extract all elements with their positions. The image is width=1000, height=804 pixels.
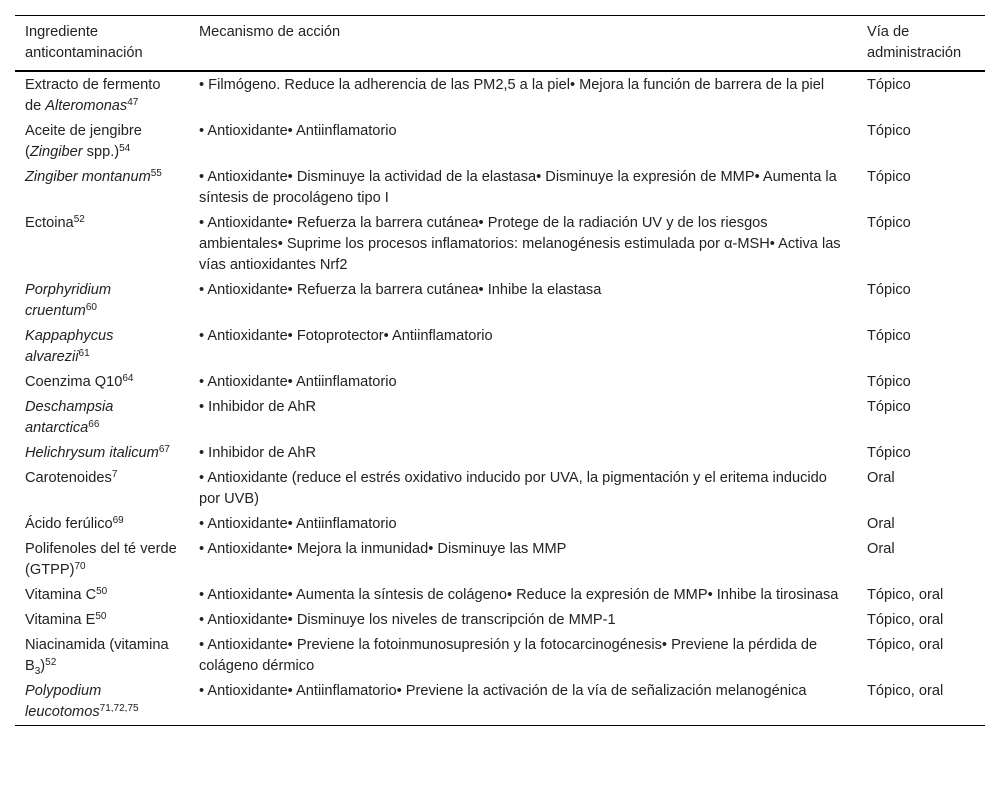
table-row: [15, 395, 985, 441]
reference-superscript: 60: [85, 302, 97, 313]
ingredient-text: Coenzima Q10: [25, 374, 123, 390]
cell-ingredient: [15, 165, 189, 211]
cell-route: Tópico, oral: [867, 587, 944, 603]
cell-route: Tópico: [867, 77, 911, 93]
table-row: [15, 278, 985, 324]
ingredient-text: Polypodium leucotomos: [25, 683, 102, 720]
cell-ingredient: [15, 441, 189, 466]
cell-ingredient: [15, 537, 189, 583]
cell-route: Tópico, oral: [867, 637, 944, 653]
reference-superscript: 66: [88, 419, 100, 430]
ingredient-text: Polifenoles del té verde (GTPP): [25, 541, 177, 578]
reference-superscript: 70: [74, 561, 86, 572]
cell-route: Tópico: [867, 328, 911, 344]
ingredient-text: Vitamina E: [25, 612, 96, 628]
reference-superscript: 71,72,75: [99, 703, 139, 714]
header-mechanism: Mecanismo de acción: [199, 24, 341, 40]
reference-superscript: 47: [127, 97, 139, 108]
header-route: Vía de administración: [867, 24, 962, 61]
reference-superscript: 52: [45, 657, 57, 668]
reference-superscript: 50: [95, 611, 107, 622]
ingredient-text: Helichrysum italicum: [25, 445, 159, 461]
cell-route: Tópico: [867, 123, 911, 139]
cell-mechanism: • Antioxidante• Fotoprotector• Antiinflamatorio: [199, 328, 493, 344]
subscript: 3: [34, 666, 41, 677]
ingredient-text: Porphyridium cruentum: [25, 282, 111, 319]
ingredient-text: Ectoina: [25, 215, 74, 231]
cell-ingredient: [15, 71, 189, 119]
cell-mechanism: • Antioxidante• Mejora la inmunidad• Disminuye las MMP: [199, 541, 567, 557]
ingredient-text: Vitamina C: [25, 587, 97, 603]
table-body: [15, 71, 985, 726]
cell-mechanism: • Antioxidante• Antiinflamatorio: [199, 516, 397, 532]
cell-mechanism: • Antioxidante• Antiinflamatorio• Previene la activación de la vía de señalización melanogénica: [199, 683, 807, 699]
cell-mechanism: • Antioxidante• Antiinflamatorio: [199, 123, 397, 139]
cell-ingredient: [15, 395, 189, 441]
cell-mechanism: • Filmógeno. Reduce la adherencia de las PM2,5 a la piel• Mejora la función de barrera de la piel: [199, 77, 825, 93]
cell-ingredient: [15, 583, 189, 608]
reference-superscript: 61: [78, 348, 90, 359]
reference-superscript: 55: [150, 168, 162, 179]
cell-ingredient: [15, 633, 189, 679]
reference-superscript: 7: [111, 469, 118, 480]
cell-ingredient: [15, 512, 189, 537]
table-row: [15, 583, 985, 608]
table-row: [15, 679, 985, 726]
ingredient-text: Ácido ferúlico: [25, 516, 113, 532]
cell-mechanism: • Antioxidante• Disminuye la actividad de la elastasa• Disminuye la expresión de MMP• Aumenta la síntesis de procolágeno tipo I: [199, 169, 837, 206]
reference-superscript: 50: [96, 586, 108, 597]
cell-ingredient: [15, 679, 189, 726]
table-row: [15, 633, 985, 679]
cell-mechanism: • Inhibidor de AhR: [199, 399, 317, 415]
ingredient-text: Kappaphycus alvarezii: [25, 328, 114, 365]
ingredient-text: Carotenoides: [25, 470, 112, 486]
cell-mechanism: • Antioxidante• Refuerza la barrera cutánea• Protege de la radiación UV y de los riesgos ambientales• Suprime los procesos inflamatorios: melanogénesis estimulada por α-MSH• Activa las vías antioxidantes Nrf2: [199, 215, 841, 273]
reference-superscript: 69: [112, 515, 124, 526]
cell-route: Tópico: [867, 282, 911, 298]
reference-superscript: 64: [122, 373, 134, 384]
ingredient-text: Niacinamida (vitamina B: [25, 637, 169, 674]
cell-ingredient: [15, 119, 189, 165]
ingredient-text: ): [40, 658, 46, 674]
ingredient-text: Aceite de jengibre (: [25, 123, 142, 160]
header-ingredient: Ingrediente anticontaminación: [25, 24, 143, 61]
cell-mechanism: • Antioxidante• Aumenta la síntesis de colágeno• Reduce la expresión de MMP• Inhibe la tirosinasa: [199, 587, 839, 603]
table-header-row: [15, 16, 985, 72]
cell-route: Tópico: [867, 399, 911, 415]
table-row: [15, 370, 985, 395]
cell-route: Tópico, oral: [867, 683, 944, 699]
ingredient-text: Deschampsia antarctica: [25, 399, 114, 436]
table-row: [15, 512, 985, 537]
cell-route: Tópico: [867, 374, 911, 390]
cell-route: Tópico: [867, 169, 911, 185]
table-row: [15, 119, 985, 165]
cell-mechanism: • Antioxidante• Antiinflamatorio: [199, 374, 397, 390]
table-row: [15, 608, 985, 633]
cell-mechanism: • Antioxidante• Refuerza la barrera cutánea• Inhibe la elastasa: [199, 282, 602, 298]
table-row: [15, 537, 985, 583]
cell-mechanism: • Inhibidor de AhR: [199, 445, 317, 461]
ingredient-text: Alteromonas: [45, 98, 128, 114]
table-row: [15, 165, 985, 211]
ingredient-text: spp.): [82, 144, 120, 160]
cell-route: Oral: [867, 516, 895, 532]
table-row: [15, 211, 985, 278]
cell-ingredient: [15, 466, 189, 512]
ingredient-text: Extracto de fermento de: [25, 77, 161, 114]
table-row: [15, 466, 985, 512]
cell-mechanism: • Antioxidante• Disminuye los niveles de transcripción de MMP-1: [199, 612, 616, 628]
cell-ingredient: [15, 608, 189, 633]
reference-superscript: 52: [73, 214, 85, 225]
ingredient-text: Zingiber: [29, 144, 83, 160]
cell-route: Oral: [867, 470, 895, 486]
cell-route: Tópico, oral: [867, 612, 944, 628]
table-row: [15, 71, 985, 119]
cell-ingredient: [15, 324, 189, 370]
ingredients-table: [15, 15, 985, 726]
cell-route: Oral: [867, 541, 895, 557]
table-row: [15, 441, 985, 466]
cell-mechanism: • Antioxidante (reduce el estrés oxidativo inducido por UVA, la pigmentación y el eritema inducido por UVB): [199, 470, 827, 507]
cell-ingredient: [15, 278, 189, 324]
cell-mechanism: • Antioxidante• Previene la fotoinmunosupresión y la fotocarcinogénesis• Previene la pérdida de colágeno dérmico: [199, 637, 818, 674]
table-row: [15, 324, 985, 370]
ingredient-text: Zingiber montanum: [25, 169, 151, 185]
cell-route: Tópico: [867, 215, 911, 231]
cell-route: Tópico: [867, 445, 911, 461]
cell-ingredient: [15, 370, 189, 395]
cell-ingredient: [15, 211, 189, 278]
reference-superscript: 54: [119, 143, 131, 154]
reference-superscript: 67: [158, 444, 170, 455]
